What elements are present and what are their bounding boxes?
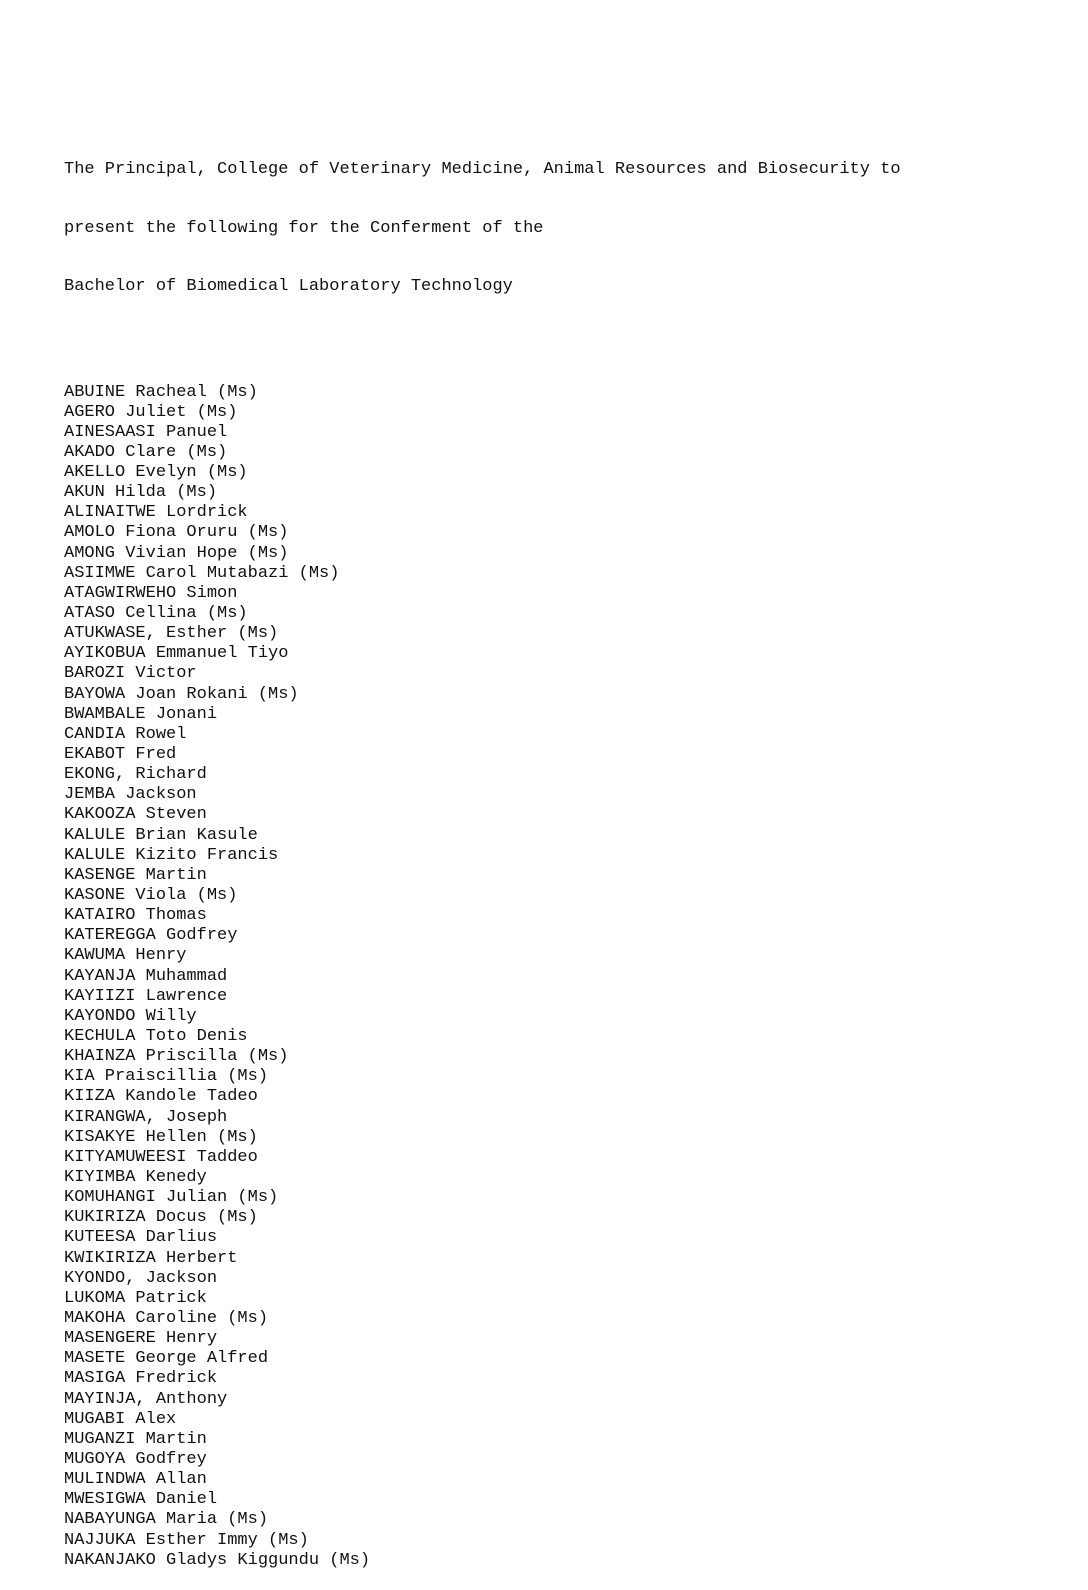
graduand-name: AKUN Hilda (Ms) xyxy=(64,483,218,503)
graduand-name: KATEREGGA Godfrey xyxy=(64,926,238,946)
graduand-name: ABUINE Racheal (Ms) xyxy=(64,382,258,402)
document-page xyxy=(64,84,1064,1590)
graduand-name: JEMBA Jackson xyxy=(64,785,197,805)
graduand-list xyxy=(64,383,1064,1571)
graduand-name: MAYINJA, Anthony xyxy=(64,1389,228,1409)
graduand-name: ATASO Cellina (Ms) xyxy=(64,604,248,624)
graduand-name: MWESIGWA Daniel xyxy=(64,1490,218,1510)
graduand-name: KALULE Brian Kasule xyxy=(64,825,258,845)
graduand-name: CANDIA Rowel xyxy=(64,724,187,744)
graduand-name: NAKANJAKO Gladys Kiggundu (Ms) xyxy=(64,1550,371,1570)
degree-title: Bachelor of Biomedical Laboratory Technology xyxy=(64,277,513,296)
graduand-name: KASONE Viola (Ms) xyxy=(64,886,238,906)
graduand-name: NAJJUKA Esther Immy (Ms) xyxy=(64,1530,309,1550)
graduand-name: KAYONDO Willy xyxy=(64,1006,197,1026)
graduand-name: NABAYUNGA Maria (Ms) xyxy=(64,1510,269,1530)
graduand-name: AMOLO Fiona Oruru (Ms) xyxy=(64,523,289,543)
graduand-name: KATAIRO Thomas xyxy=(64,906,207,926)
graduand-name: KUKIRIZA Docus (Ms) xyxy=(64,1208,258,1228)
header-line: The Principal, College of Veterinary Medicine, Animal Resources and Biosecurity to xyxy=(64,160,901,179)
graduand-name: KUTEESA Darlius xyxy=(64,1228,218,1248)
graduand-name: MAKOHA Caroline (Ms) xyxy=(64,1308,269,1328)
graduand-name: KYONDO, Jackson xyxy=(64,1268,218,1288)
graduand-name: BAYOWA Joan Rokani (Ms) xyxy=(64,684,299,704)
graduand-name: ATAGWIRWEHO Simon xyxy=(64,583,238,603)
graduand-name: AYIKOBUA Emmanuel Tiyo xyxy=(64,644,289,664)
conferment-header xyxy=(64,122,1064,336)
graduand-name: MASENGERE Henry xyxy=(64,1329,218,1349)
graduand-name: BWAMBALE Jonani xyxy=(64,704,218,724)
graduand-name: AGERO Juliet (Ms) xyxy=(64,402,238,422)
graduand-name: MULINDWA Allan xyxy=(64,1470,207,1490)
graduand-name: AMONG Vivian Hope (Ms) xyxy=(64,543,289,563)
graduand-name: ATUKWASE, Esther (Ms) xyxy=(64,624,279,644)
graduand-name: EKABOT Fred xyxy=(64,745,177,765)
graduand-name: KOMUHANGI Julian (Ms) xyxy=(64,1188,279,1208)
graduand-name: KITYAMUWEESI Taddeo xyxy=(64,1147,258,1167)
graduand-name: KAWUMA Henry xyxy=(64,946,187,966)
graduand-name: EKONG, Richard xyxy=(64,765,207,785)
graduand-name: KIIZA Kandole Tadeo xyxy=(64,1087,258,1107)
graduand-name: KHAINZA Priscilla (Ms) xyxy=(64,1047,289,1067)
graduand-name: KIA Praiscillia (Ms) xyxy=(64,1067,269,1087)
graduand-name: MUGOYA Godfrey xyxy=(64,1449,207,1469)
header-line: present the following for the Conferment of the xyxy=(64,218,544,238)
graduand-name: KAYANJA Muhammad xyxy=(64,966,228,986)
graduand-name: LUKOMA Patrick xyxy=(64,1288,207,1308)
graduand-name: KIYIMBA Kenedy xyxy=(64,1167,207,1187)
graduand-name: MUGANZI Martin xyxy=(64,1429,207,1449)
graduand-name: ASIIMWE Carol Mutabazi (Ms) xyxy=(64,563,340,583)
graduand-name: MASETE George Alfred xyxy=(64,1349,269,1369)
graduand-name: ALINAITWE Lordrick xyxy=(64,503,248,523)
graduand-name: MASIGA Fredrick xyxy=(64,1369,218,1389)
graduand-name: KAKOOZA Steven xyxy=(64,805,207,825)
graduand-name: KALULE Kizito Francis xyxy=(64,845,279,865)
graduand-name: KIRANGWA, Joseph xyxy=(64,1107,228,1127)
graduand-name: AKELLO Evelyn (Ms) xyxy=(64,463,248,483)
graduand-name: AKADO Clare (Ms) xyxy=(64,442,228,462)
graduand-name: KASENGE Martin xyxy=(64,865,207,885)
graduand-name: KAYIIZI Lawrence xyxy=(64,986,228,1006)
graduand-name: BAROZI Victor xyxy=(64,664,197,684)
graduand-name: KWIKIRIZA Herbert xyxy=(64,1248,238,1268)
graduand-name: KISAKYE Hellen (Ms) xyxy=(64,1127,258,1147)
graduand-name: MUGABI Alex xyxy=(64,1409,177,1429)
graduand-name: KECHULA Toto Denis xyxy=(64,1027,248,1046)
graduand-name: AINESAASI Panuel xyxy=(64,422,228,442)
